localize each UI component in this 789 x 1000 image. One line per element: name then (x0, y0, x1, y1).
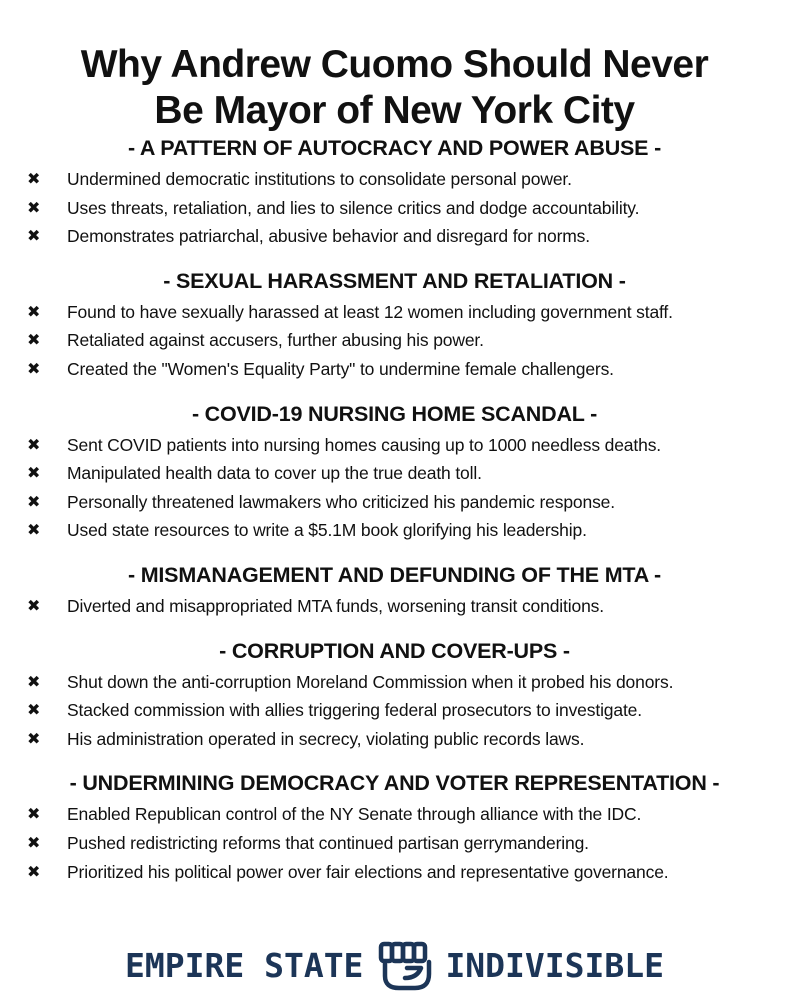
heavy-x-icon: ✖ (27, 671, 41, 691)
list-item (0, 326, 789, 355)
list-item (0, 194, 789, 223)
footer-logo (0, 938, 789, 994)
section-heading: - MISMANAGEMENT AND DEFUNDING OF THE MTA - (127, 562, 662, 587)
heavy-x-icon: ✖ (27, 728, 41, 748)
heavy-x-icon: ✖ (27, 700, 41, 720)
bullet-list (0, 431, 789, 545)
section-heading: - SEXUAL HARASSMENT AND RETALIATION - (163, 268, 626, 293)
logo-right-word: INDIVISIBLE (445, 946, 664, 985)
section-spacer (0, 545, 789, 561)
heavy-x-icon: ✖ (27, 434, 41, 454)
list-item (0, 459, 789, 488)
list-item (0, 355, 789, 384)
heavy-x-icon: ✖ (27, 463, 41, 483)
list-item (0, 592, 789, 621)
heavy-x-icon: ✖ (27, 832, 41, 852)
bullet-text: His administration operated in secrecy, violating public records laws. (67, 728, 585, 749)
heavy-x-icon: ✖ (27, 330, 41, 350)
bullet-text: Found to have sexually harassed at least 12 women including government staff. (67, 301, 673, 322)
heavy-x-icon: ✖ (27, 197, 41, 217)
heavy-x-icon: ✖ (27, 595, 41, 615)
heavy-x-icon: ✖ (27, 226, 41, 246)
heavy-x-icon: ✖ (27, 804, 41, 824)
bullet-text: Sent COVID patients into nursing homes causing up to 1000 needless deaths. (67, 434, 662, 455)
heavy-x-icon: ✖ (27, 520, 41, 540)
list-item (0, 222, 789, 251)
bullet-list (0, 800, 789, 886)
section-covid (0, 400, 789, 545)
section-spacer (0, 384, 789, 400)
bullet-text: Diverted and misappropriated MTA funds, worsening transit conditions. (67, 595, 604, 616)
title-line-2: Be Mayor of New York City (154, 89, 635, 133)
list-item (0, 668, 789, 697)
bullet-text: Manipulated health data to cover up the true death toll. (67, 463, 482, 484)
bullet-text: Created the "Women's Equality Party" to undermine female challengers. (67, 358, 614, 379)
bullet-text: Enabled Republican control of the NY Senate through alliance with the IDC. (67, 804, 642, 825)
list-item (0, 165, 789, 194)
heavy-x-icon: ✖ (27, 861, 41, 881)
heavy-x-icon: ✖ (27, 169, 41, 188)
list-item (0, 298, 789, 327)
heavy-x-icon: ✖ (27, 491, 41, 511)
section-spacer (0, 251, 789, 267)
bullet-list (0, 298, 789, 384)
bullet-text: Prioritized his political power over fair elections and representative governance. (67, 861, 669, 882)
sections-container (0, 134, 789, 886)
logo-left-word: EMPIRE STATE (125, 946, 364, 985)
section-heading: - CORRUPTION AND COVER-UPS - (219, 638, 570, 663)
section-corruption (0, 637, 789, 754)
list-item (0, 829, 789, 858)
bullet-text: Uses threats, retaliation, and lies to silence critics and dodge accountability. (67, 197, 640, 218)
page-title (0, 42, 789, 134)
bullet-list (0, 668, 789, 754)
bullet-text: Retaliated against accusers, further abusing his power. (67, 330, 484, 351)
list-item (0, 696, 789, 725)
bullet-text: Pushed redistricting reforms that continued partisan gerrymandering. (67, 832, 589, 853)
section-heading: - COVID-19 NURSING HOME SCANDAL - (191, 401, 598, 426)
list-item (0, 800, 789, 829)
heavy-x-icon: ✖ (27, 358, 41, 378)
bullet-list (0, 165, 789, 251)
list-item (0, 516, 789, 545)
list-item (0, 488, 789, 517)
section-heading: - A PATTERN OF AUTOCRACY AND POWER ABUSE - (127, 136, 662, 160)
list-item (0, 431, 789, 460)
bullet-text: Used state resources to write a $5.1M book glorifying his leadership. (67, 520, 587, 541)
section-heading: - UNDERMINING DEMOCRACY AND VOTER REPRESENTATION - (69, 771, 720, 796)
section-mta (0, 561, 789, 621)
bullet-text: Shut down the anti-corruption Moreland Commission when it probed his donors. (67, 671, 674, 692)
bullet-text: Undermined democratic institutions to consolidate personal power. (67, 169, 572, 189)
section-harassment (0, 267, 789, 384)
section-autocracy (0, 134, 789, 251)
bullet-text: Demonstrates patriarchal, abusive behavior and disregard for norms. (67, 226, 590, 247)
title-line-1: Why Andrew Cuomo Should Never (80, 43, 709, 87)
list-item (0, 725, 789, 754)
heavy-x-icon: ✖ (27, 301, 41, 321)
bullet-list (0, 592, 789, 621)
section-democracy (0, 769, 789, 886)
bullet-text: Stacked commission with allies triggering federal prosecutors to investigate. (67, 700, 642, 721)
list-item (0, 858, 789, 887)
section-spacer (0, 621, 789, 637)
bullet-text: Personally threatened lawmakers who criticized his pandemic response. (67, 491, 615, 512)
raised-fist-icon (377, 940, 435, 992)
section-spacer (0, 753, 789, 769)
